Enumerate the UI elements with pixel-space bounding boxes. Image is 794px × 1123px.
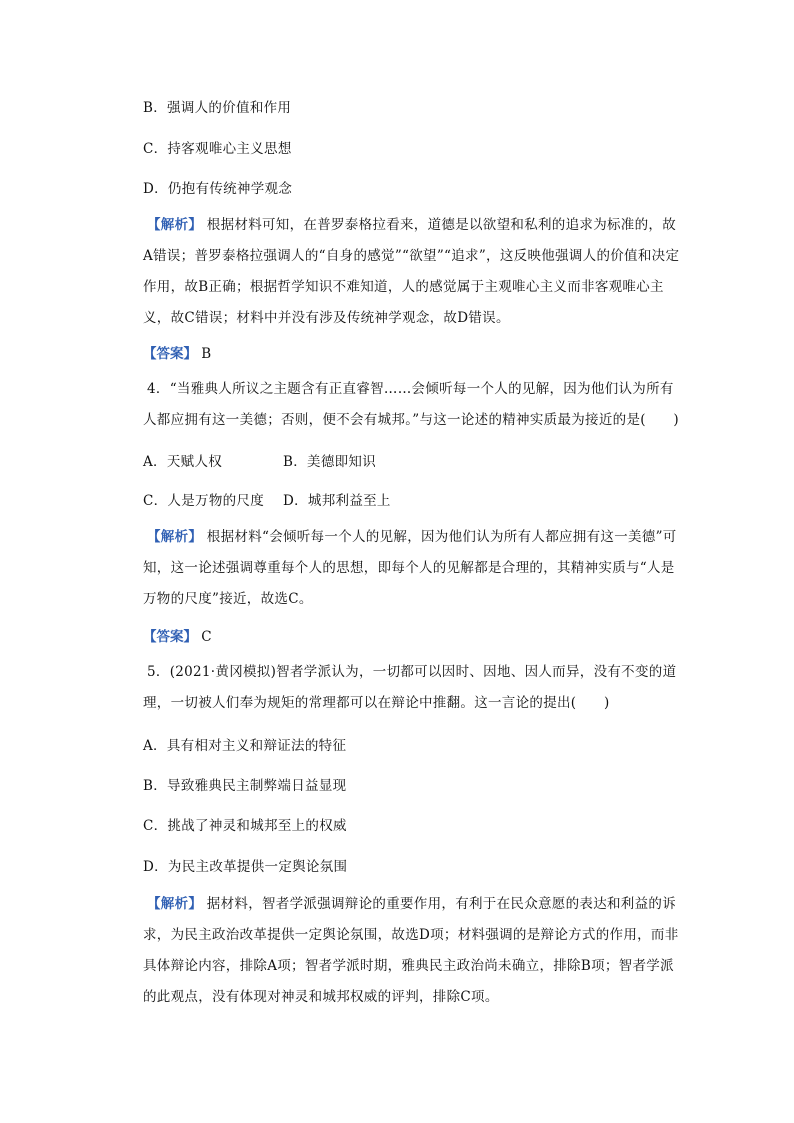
q5-stem: 5．(2021·黄冈模拟)智者学派认为，一切都可以因时、因地、因人而异，没有不变的道理，一切被人们奉为规矩的常理都可以在辩论中推翻。这一言论的提出( )	[143, 664, 677, 711]
q3-answer	[143, 342, 211, 362]
answer-value: B	[201, 346, 212, 362]
q4-options-row1	[143, 450, 376, 470]
q4-option-d: D．城邦利益至上	[283, 493, 391, 509]
analysis-text: 根据材料可知，在普罗泰格拉看来，道德是以欲望和私利的追求为标准的，故A错误；普罗泰格拉强调人的“自身的感觉”“欲望”“追求”，这反映他强调人的价值和决定作用，故B正确；根据哲学知识不难知道，人的感觉属于主观唯心主义而非客观唯心主义，故C错误；材料中并没有涉及传统神学观念，故D错误。	[143, 217, 680, 326]
answer-tag: 【答案】	[143, 346, 197, 362]
q3-option-d: D．仍抱有传统神学观念	[143, 181, 293, 197]
analysis-tag: 【解析】	[147, 529, 203, 545]
q5-option-a: A．具有相对主义和辩证法的特征	[143, 738, 347, 754]
q4-option-b: B．美德即知识	[283, 454, 377, 470]
q3-option-b: B．强调人的价值和作用	[143, 100, 292, 116]
answer-tag: 【答案】	[143, 629, 197, 645]
analysis-tag: 【解析】	[147, 896, 203, 912]
analysis-tag: 【解析】	[147, 217, 203, 233]
q3-analysis	[143, 210, 683, 334]
q4-answer	[143, 625, 212, 645]
q5-option-c: C．挑战了神灵和城邦至上的权威	[143, 818, 347, 834]
q5-option-d: D．为民主改革提供一定舆论氛围	[143, 859, 348, 875]
q3-option-c: C．持客观唯心主义思想	[143, 141, 292, 157]
answer-value: C	[201, 629, 212, 645]
q4-option-c: C．人是万物的尺度	[143, 493, 265, 509]
analysis-text: 据材料，智者学派强调辩论的重要作用，有利于在民众意愿的表达和利益的诉求，为民主政治改革提供一定舆论氛围，故选D项；材料强调的是辩论方式的作用，而非具体辩论内容，排除A项；智者学派时期，雅典民主政治尚未确立，排除B项；智者学派的此观点，没有体现对神灵和城邦权威的评判，排除C项。	[143, 896, 679, 1005]
q4-stem: 4．“当雅典人所议之主题含有正直睿智……会倾听每一个人的见解，因为他们认为所有人都应拥有这一美德；否则，便不会有城邦。”与这一论述的精神实质最为接近的是( )	[143, 381, 679, 428]
q4-option-a: A．天赋人权	[143, 454, 223, 470]
q5-option-b: B．导致雅典民主制弊端日益显现	[143, 778, 347, 794]
analysis-text: 根据材料“会倾听每一个人的见解，因为他们认为所有人都应拥有这一美德”可知，这一论述强调尊重每个人的思想，即每个人的见解都是合理的，其精神实质与“人是万物的尺度”接近，故选C。	[143, 529, 677, 607]
q4-analysis	[143, 522, 683, 615]
q4-options-row2	[143, 489, 391, 509]
q5-analysis	[143, 889, 683, 1013]
